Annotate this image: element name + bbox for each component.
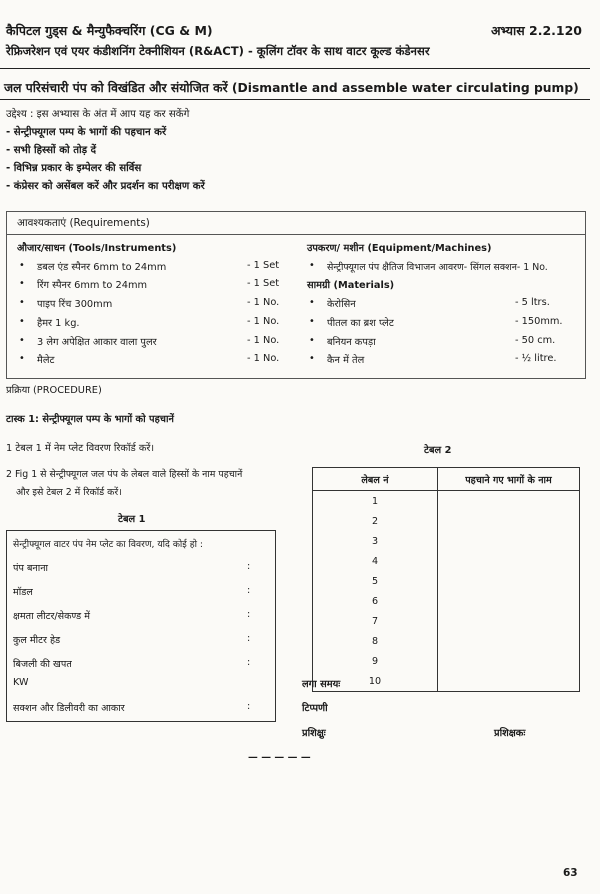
procedure-heading: प्रक्रिया (PROCEDURE) bbox=[6, 385, 102, 396]
part-name-cell[interactable] bbox=[438, 671, 580, 692]
label-number: 10 bbox=[313, 671, 438, 692]
trainer-label: प्रशिक्षकः bbox=[494, 728, 526, 739]
table1-unit-kw: KW bbox=[13, 677, 29, 688]
material-name: कैन में तेल bbox=[327, 355, 365, 366]
material-name: बनियन कपड़ा bbox=[327, 337, 376, 348]
objective-item: - सेन्ट्रीफ्यूगल पम्प के भागों की पहचान करें bbox=[6, 127, 167, 138]
remarks-label: टिप्पणी bbox=[302, 703, 328, 714]
table-row bbox=[313, 551, 580, 571]
requirements-header-bar bbox=[7, 212, 585, 235]
procedure-step-2-cont: और इसे टेबल 2 में रिकॉर्ड करें। bbox=[16, 487, 122, 498]
bullet: • bbox=[19, 278, 25, 289]
end-dashes: — — — — — bbox=[248, 752, 311, 763]
bullet: • bbox=[309, 297, 315, 308]
tool-name: 3 लेग अपेक्षित आकार वाला पुलर bbox=[37, 337, 157, 348]
requirements-box bbox=[6, 211, 586, 379]
objective-item: - कंप्रेसर को असेंबल करें और प्रदर्शन का परीक्षण करें bbox=[6, 181, 205, 192]
label-number: 7 bbox=[313, 611, 438, 631]
bullet: • bbox=[309, 335, 315, 346]
materials-heading: सामग्री (Materials) bbox=[307, 280, 395, 291]
material-qty: - 5 ltrs. bbox=[515, 297, 550, 308]
bullet: • bbox=[19, 353, 25, 364]
exercise-title: जल परिसंचारी पंप को विखंडित और संयोजित करें (Dismantle and assemble water circulating pump) bbox=[4, 81, 579, 95]
tool-qty: - 1 No. bbox=[247, 297, 280, 308]
material-qty: - 50 cm. bbox=[515, 335, 556, 346]
table2-header-row bbox=[313, 468, 580, 491]
part-name-cell[interactable] bbox=[438, 611, 580, 631]
objectives-intro: उद्देश्य : इस अभ्यास के अंत में आप यह कर सकेंगे bbox=[6, 109, 190, 120]
part-name-cell[interactable] bbox=[438, 531, 580, 551]
tool-qty: - 1 Set bbox=[247, 278, 280, 289]
objective-item: - सभी हिस्सों को तोड़ दें bbox=[6, 145, 97, 156]
table1-field-label: पंप बनाना bbox=[13, 563, 49, 574]
field-colon: : bbox=[247, 561, 251, 572]
part-name-cell[interactable] bbox=[438, 651, 580, 671]
equipment-name: सेन्ट्रीफ्यूगल पंप क्षैतिज विभाजन आवरण- सिंगल सक्शन- 1 No. bbox=[327, 262, 548, 273]
header-divider bbox=[0, 68, 590, 69]
table-row bbox=[313, 611, 580, 631]
exercise-number: अभ्यास 2.2.120 bbox=[490, 23, 582, 38]
tool-name: डबल एंड स्पैनर 6mm to 24mm bbox=[37, 262, 167, 273]
title-divider bbox=[0, 99, 590, 100]
table-row bbox=[313, 511, 580, 531]
table2-col-label-no: लेबल नं bbox=[313, 468, 438, 491]
bullet: • bbox=[19, 297, 25, 308]
table-row bbox=[313, 571, 580, 591]
table-row bbox=[313, 531, 580, 551]
page-number: 63 bbox=[563, 867, 578, 879]
requirements-heading: आवश्यकताएं (Requirements) bbox=[17, 217, 150, 229]
table-row bbox=[313, 591, 580, 611]
bullet: • bbox=[309, 260, 315, 271]
table1-field-label: सक्शन और डिलीवरी का आकार bbox=[13, 703, 125, 714]
label-number: 4 bbox=[313, 551, 438, 571]
trainee-label: प्रशिक्षुः bbox=[302, 728, 326, 739]
table1-field-label: बिजली की खपत bbox=[13, 659, 72, 670]
label-number: 9 bbox=[313, 651, 438, 671]
table1-field-label: क्षमता लीटर/सेकण्ड में bbox=[13, 611, 90, 622]
tool-name: मैलेट bbox=[37, 355, 55, 366]
tools-heading: औजार/साधन (Tools/Instruments) bbox=[17, 243, 177, 254]
bullet: • bbox=[309, 316, 315, 327]
procedure-step-2: 2 Fig 1 से सेन्ट्रीफ्यूगल जल पंप के लेबल वाले हिस्सों के नाम पहचानें bbox=[6, 469, 243, 480]
bullet: • bbox=[19, 335, 25, 346]
table1-field-label: मॉडल bbox=[13, 587, 33, 598]
header-subtitle: रेफ्रिजरेशन एवं एयर कंडीशनिंग टेक्नीशियन (R&ACT) - कूलिंग टॉवर के साथ वाटर कूल्ड कंडेनसर bbox=[6, 44, 430, 58]
part-name-cell[interactable] bbox=[438, 511, 580, 531]
material-name: पीतल का ब्रश प्लेट bbox=[327, 318, 394, 329]
label-number: 8 bbox=[313, 631, 438, 651]
tool-name: रिंग स्पैनर 6mm to 24mm bbox=[37, 280, 148, 291]
bullet: • bbox=[19, 260, 25, 271]
material-qty: - ½ litre. bbox=[515, 353, 557, 364]
table-row bbox=[313, 671, 580, 692]
label-number: 3 bbox=[313, 531, 438, 551]
objective-item: - विभिन्न प्रकार के इम्पेलर की सर्विस bbox=[6, 163, 142, 174]
part-name-cell[interactable] bbox=[438, 631, 580, 651]
field-colon: : bbox=[247, 609, 251, 620]
table-row bbox=[313, 491, 580, 512]
label-number: 6 bbox=[313, 591, 438, 611]
label-number: 2 bbox=[313, 511, 438, 531]
tool-qty: - 1 No. bbox=[247, 353, 280, 364]
table-row bbox=[313, 631, 580, 651]
material-qty: - 150mm. bbox=[515, 316, 563, 327]
task-heading: टास्क 1: सेन्ट्रीफ्यूगल पम्प के भागों को पहचानें bbox=[6, 414, 174, 425]
field-colon: : bbox=[247, 585, 251, 596]
part-name-cell[interactable] bbox=[438, 591, 580, 611]
label-number: 5 bbox=[313, 571, 438, 591]
label-number: 1 bbox=[313, 491, 438, 512]
part-name-cell[interactable] bbox=[438, 571, 580, 591]
table1 bbox=[6, 530, 276, 722]
part-name-cell[interactable] bbox=[438, 551, 580, 571]
bullet: • bbox=[19, 316, 25, 327]
procedure-step-1: 1 टेबल 1 में नेम प्लेट विवरण रिकॉर्ड करें। bbox=[6, 443, 155, 454]
table1-caption: सेन्ट्रीफ्यूगल वाटर पंप नेम प्लेट का विवरण, यदि कोई हो : bbox=[13, 539, 203, 550]
part-name-cell[interactable] bbox=[438, 491, 580, 512]
table2-col-part-name: पहचाने गए भागों के नाम bbox=[438, 468, 580, 491]
tool-qty: - 1 No. bbox=[247, 335, 280, 346]
tool-name: हैमर 1 kg. bbox=[37, 318, 80, 329]
bullet: • bbox=[309, 353, 315, 364]
equipment-heading: उपकरण/ मशीन (Equipment/Machines) bbox=[307, 243, 492, 254]
field-colon: : bbox=[247, 701, 251, 712]
field-colon: : bbox=[247, 633, 251, 644]
table-row bbox=[313, 651, 580, 671]
time-taken-label: लगा समयः bbox=[302, 679, 341, 690]
table1-title: टेबल 1 bbox=[118, 514, 146, 525]
tool-name: पाइप रिंच 300mm bbox=[37, 299, 113, 310]
field-colon: : bbox=[247, 657, 251, 668]
tool-qty: - 1 Set bbox=[247, 260, 280, 271]
header-course: कैपिटल गुड्स & मैन्युफैक्चरिंग (CG & M) bbox=[6, 23, 213, 38]
tool-qty: - 1 No. bbox=[247, 316, 280, 327]
table2-title: टेबल 2 bbox=[424, 445, 452, 456]
table2 bbox=[312, 467, 580, 692]
table1-field-label: कुल मीटर हेड bbox=[13, 635, 61, 646]
material-name: केरोसिन bbox=[327, 299, 356, 310]
